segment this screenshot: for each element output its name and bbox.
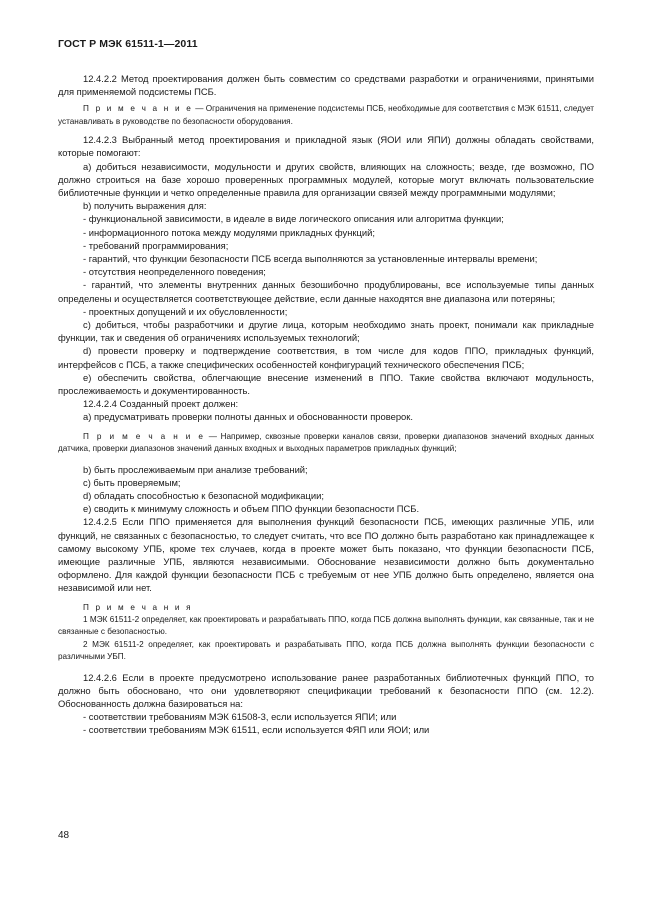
- note-label: П р и м е ч а н и е: [83, 431, 206, 441]
- notes-label: [58, 602, 594, 614]
- list-item: - функциональной зависимости, в идеале в виде логического описания или алгоритма функции;: [83, 213, 504, 225]
- note: [58, 431, 594, 456]
- note: [58, 103, 594, 128]
- paragraph: c) быть проверяемым;: [83, 476, 181, 488]
- page-number: 48: [58, 830, 70, 841]
- paragraph: d) обладать способностью к безопасной модификации;: [83, 489, 324, 501]
- notes-label-text: П р и м е ч а н и я: [83, 602, 193, 612]
- paragraph: а) предусматривать проверки полноты данных и обоснованности проверок.: [83, 411, 413, 423]
- document-header: ГОСТ Р МЭК 61511-1—2011: [58, 38, 198, 50]
- list-item: - гарантий, что функции безопасности ПСБ всегда выполняются за установленные интервалы времени;: [83, 253, 538, 265]
- paragraph: c) добиться, чтобы разработчики и другие лица, которым необходимо знать проект, понимали как прикладные функции, так и сведения об ограничениях используемых технологий;: [58, 319, 594, 344]
- paragraph: а) добиться независимости, модульности и других свойств, влияющих на сложность; везде, где возможно, ПО должно строиться на базе хорошо проверенных программных модулей, которые могут включать пользовательские библиотечные функции и четко определенные правила для организации связей между программными модулями;: [58, 160, 594, 199]
- paragraph: 12.4.2.2 Метод проектирования должен быть совместим со средствами разработки и ограничениями, принятыми для применяемой подсистемы ПСБ.: [58, 73, 594, 98]
- list-item: - информационного потока между модулями прикладных функций;: [83, 226, 375, 238]
- paragraph: d) провести проверку и подтверждение соответствия, в том числе для кодов ППО, прикладных функций, интерфейсов с ПСБ, а также специфических особенностей конфигураций технического обеспечения ПСБ;: [58, 345, 594, 370]
- paragraph: e) обеспечить свойства, облегчающие внесение изменений в ППО. Такие свойства включают модульность, прослеживаемость и документированность.: [58, 371, 594, 397]
- paragraph: 12.4.2.6 Если в проекте предусмотрено использование ранее разработанных библиотечных функций ППО, то должно быть обосновано, что они удовлетворяют спецификации требований к безопасности ППО (см. 12.2). Обоснованность должна базироваться на:: [58, 671, 594, 709]
- list-item: - требований программирования;: [83, 239, 229, 251]
- paragraph: b) быть прослеживаемым при анализе требований;: [83, 463, 308, 475]
- note-label: П р и м е ч а н и е: [83, 104, 194, 114]
- note-text: — Ограничения на применение подсистемы ПСБ, необходимые для соответствия с МЭК 61511, следует устанавливать в руководстве по безопасности оборудования.: [58, 104, 594, 126]
- document-page: [58, 38, 594, 737]
- note-text: — Например, сквозные проверки каналов связи, проверки диапазонов значений входных данных датчика, проверки диапазонов значений данных входных и выходных параметров прикладных функций;: [58, 431, 594, 454]
- paragraph: b) получить выражения для:: [83, 200, 207, 212]
- list-item: - отсутствия неопределенного поведения;: [83, 266, 266, 278]
- paragraph: 12.4.2.5 Если ППО применяется для выполнения функций безопасности ПСБ, имеющих различные УПБ, или функций, не связанных с безопасностью, то следует считать, что все ПО должно быть разработано как принадлежащее к самому высокому УПБ, кроме тех случаев, когда в проекте может быть показано, что функции безопасности ПСБ, имеющие различные УПБ, являются независимыми. Обоснование независимости должно быть документально оформлено. Для каждой функции безопасности ПСБ с требуемым от нее УПБ должно быть определено, является она независимой или нет.: [58, 516, 594, 594]
- paragraph: е) сводить к минимуму сложность и объем ППО функции безопасности ПСБ.: [83, 503, 420, 515]
- list-item: - соответствии требованиям МЭК 61511, если используется ФЯП или ЯОИ; или: [83, 724, 430, 736]
- list-item: - соответствии требованиям МЭК 61508-3, если используется ЯПИ; или: [83, 711, 397, 723]
- list-item: - проектных допущений и их обусловленности;: [83, 305, 288, 317]
- note: 2 МЭК 61511-2 определяет, как проектировать и разрабатывать ППО, когда ПСБ должна выполнять функции безопасности с различными УБП.: [58, 639, 594, 662]
- paragraph: 12.4.2.4 Созданный проект должен:: [83, 398, 239, 410]
- paragraph: 12.4.2.3 Выбранный метод проектирования и прикладной язык (ЯОИ или ЯПИ) должны обладать свойствами, которые помогают:: [58, 134, 594, 159]
- list-item: - гарантий, что элементы внутренних данных безошибочно продублированы, все используемые типы данных определены и осуществляется соответствующее действие, если данные находятся вне диапазона или потеряны;: [58, 279, 594, 304]
- note: 1 МЭК 61511-2 определяет, как проектировать и разрабатывать ППО, когда ПСБ должна выполнять функции, как связанные, так и не связанные с безопасностью.: [58, 614, 594, 637]
